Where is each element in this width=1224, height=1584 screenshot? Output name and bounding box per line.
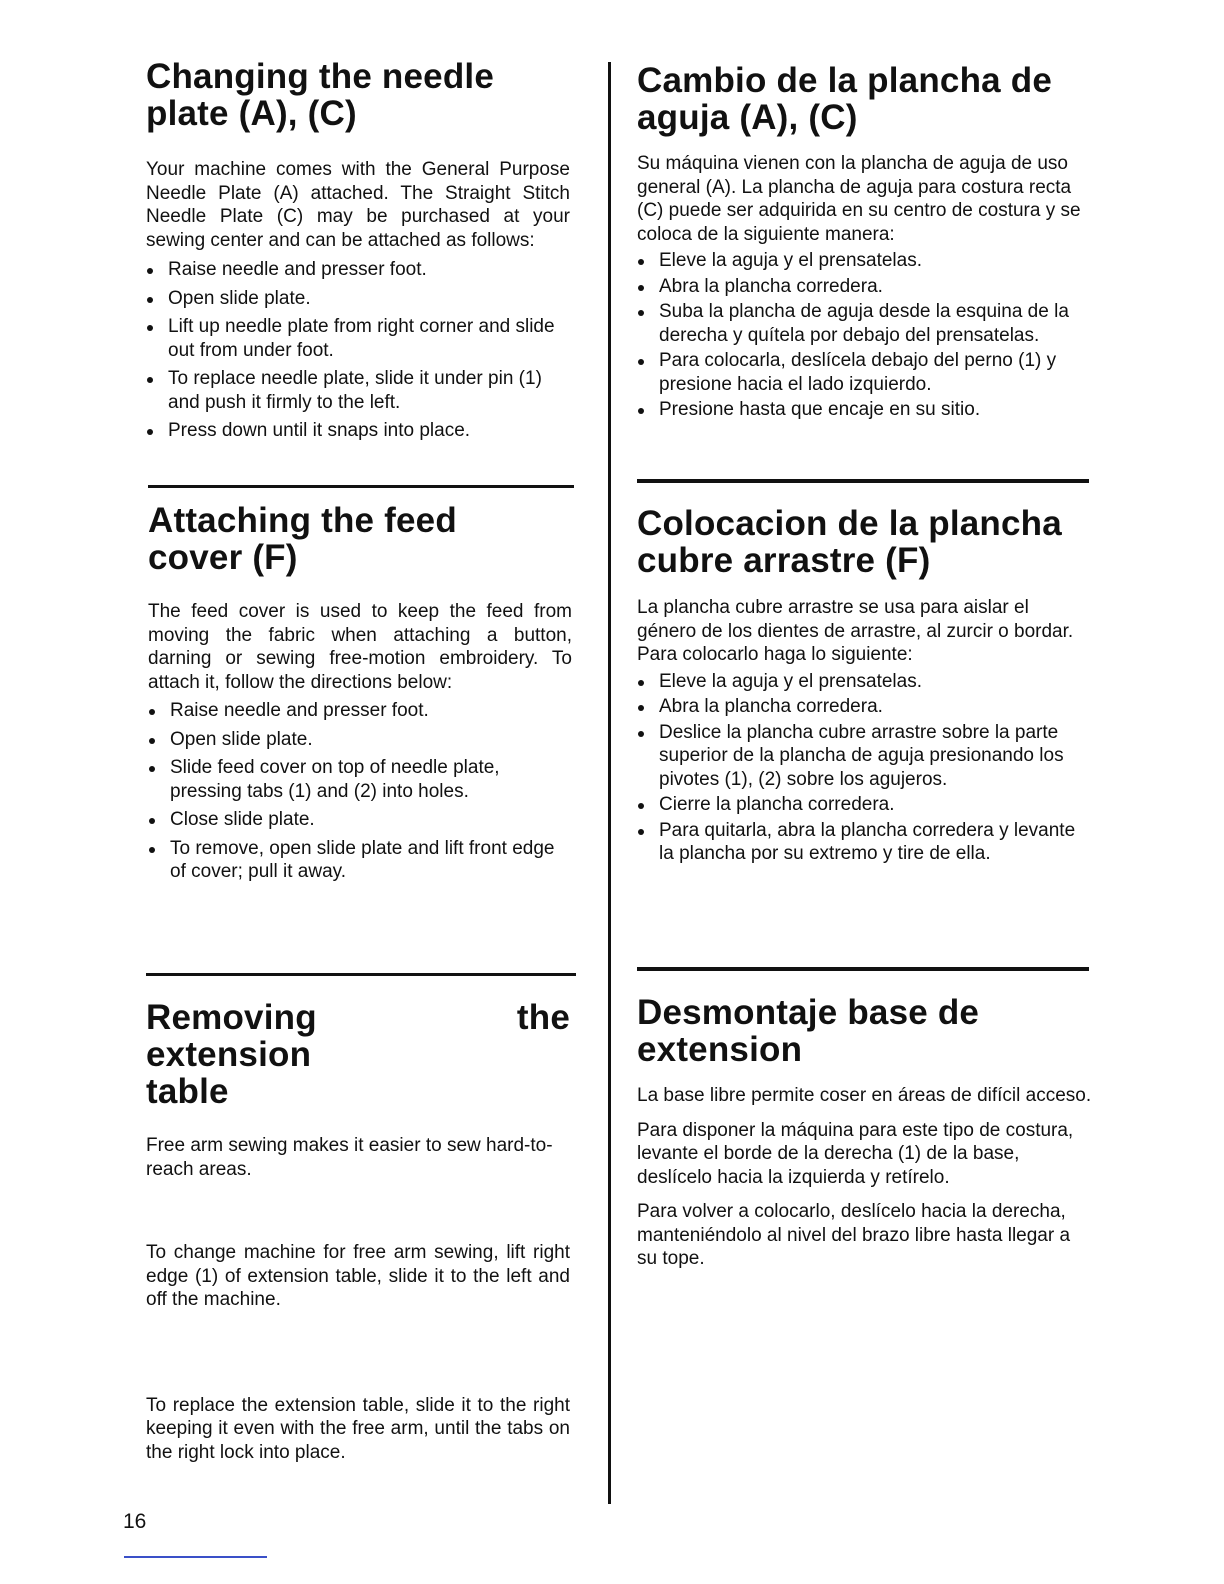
heading-line: cover (F) — [148, 538, 298, 577]
list-item: Lift up needle plate from right corner and slide out from under foot. — [146, 315, 570, 362]
list-item: Open slide plate. — [146, 287, 570, 311]
list-item: Eleve la aguja y el prensatelas. — [637, 249, 1093, 273]
paragraph: To change machine for free arm sewing, lift right edge (1) of extension table, slide it to the left and off the machine. — [146, 1242, 570, 1310]
list-item: Close slide plate. — [148, 808, 572, 832]
heading-extension-table-es — [637, 994, 1093, 1068]
list-item: Para quitarla, abra la plancha corredera y levante la plancha por su extremo y tire de ella. — [637, 819, 1093, 866]
heading-line: extension — [637, 1030, 803, 1069]
intro-paragraph: The feed cover is used to keep the feed from moving the fabric when attaching a button, darning or sewing free-motion embroidery. To attach it, follow the directions below: — [148, 601, 572, 693]
list-item: Open slide plate. — [148, 728, 572, 752]
footer-line — [124, 1556, 267, 1558]
heading-feed-cover-en — [148, 502, 572, 576]
heading-line: Colocacion de la plancha — [637, 504, 1062, 543]
list-item: Raise needle and presser foot. — [146, 258, 570, 282]
steps-list — [637, 670, 1093, 866]
steps-list — [637, 249, 1093, 422]
paragraph: To replace the extension table, slide it to the right keeping it even with the free arm, until the tabs on the right lock into place. — [146, 1394, 570, 1463]
section-needle-plate-es — [637, 62, 1093, 422]
paragraph: Para volver a colocarlo, deslícelo hacia la derecha, manteniéndolo al nivel del brazo libre hasta llegar a su tope. — [637, 1201, 1071, 1269]
heading-feed-cover-es — [637, 505, 1093, 579]
section-divider — [637, 479, 1089, 483]
list-item: To remove, open slide plate and lift front edge of cover; pull it away. — [148, 837, 572, 884]
section-feed-cover-en — [148, 502, 572, 884]
page-number: 16 — [123, 1510, 147, 1533]
list-item: Deslice la plancha cubre arrastre sobre la parte superior de la plancha de aguja presionando los pivotes (1), (2) sobre los agujeros. — [637, 721, 1093, 792]
heading-needle-plate-es — [637, 62, 1093, 136]
intro-paragraph: Your machine comes with the General Purpose Needle Plate (A) attached. The Straight Stitch Needle Plate (C) may be purchased at your sewing center and can be attached as follows: — [146, 159, 570, 251]
heading-line: Attaching the feed — [148, 501, 457, 540]
section-feed-cover-es — [637, 505, 1093, 866]
list-item: Abra la plancha corredera. — [637, 275, 1093, 299]
list-item: Abra la plancha corredera. — [637, 695, 1093, 719]
paragraph: Para disponer la máquina para este tipo de costura, levante el borde de la derecha (1) de la base, deslícelo hacia la izquierda y retírelo. — [637, 1119, 1074, 1188]
section-needle-plate-en — [146, 58, 570, 443]
intro-paragraph: Su máquina vienen con la plancha de aguja de uso general (A). La plancha de aguja para costura recta (C) puede ser adquirida en su centro de costura y se coloca de la siguiente manera: — [637, 153, 1081, 245]
list-item: Suba la plancha de aguja desde la esquina de la derecha y quítela por debajo del prensatelas. — [637, 300, 1093, 347]
section-extension-table-en — [146, 999, 570, 1464]
section-divider — [637, 967, 1089, 971]
heading-extension-table-en — [146, 999, 570, 1110]
intro-paragraph: La plancha cubre arrastre se usa para aislar el género de los dientes de arrastre, al zurcir o bordar. Para colocarlo haga lo siguiente: — [637, 597, 1074, 665]
list-item: Press down until it snaps into place. — [146, 419, 570, 443]
list-item: To replace needle plate, slide it under pin (1) and push it firmly to the left. — [146, 367, 570, 414]
heading-needle-plate-en — [146, 58, 570, 132]
list-item: Slide feed cover on top of needle plate, pressing tabs (1) and (2) into holes. — [148, 756, 572, 803]
steps-list — [148, 699, 572, 884]
heading-line: aguja (A), (C) — [637, 98, 858, 137]
section-divider — [146, 973, 576, 976]
heading-line: cubre arrastre (F) — [637, 541, 931, 580]
heading-line: plate (A), (C) — [146, 94, 357, 133]
list-item: Eleve la aguja y el prensatelas. — [637, 670, 1093, 694]
heading-line: Removing the extension — [146, 998, 570, 1074]
column-divider — [608, 62, 611, 1504]
section-extension-table-es — [637, 994, 1093, 1271]
list-item: Raise needle and presser foot. — [148, 699, 572, 723]
section-divider — [148, 485, 574, 488]
paragraph: Free arm sewing makes it easier to sew hard-to-reach areas. — [146, 1135, 553, 1180]
list-item: Cierre la plancha corredera. — [637, 793, 1093, 817]
paragraph: La base libre permite coser en áreas de difícil acceso. — [637, 1085, 1092, 1106]
steps-list — [146, 258, 570, 443]
heading-line: table — [146, 1072, 229, 1111]
heading-line: Changing the needle — [146, 57, 494, 96]
heading-line: Desmontaje base de — [637, 993, 980, 1032]
list-item: Presione hasta que encaje en su sitio. — [637, 398, 1093, 422]
heading-line: Cambio de la plancha de — [637, 61, 1052, 100]
list-item: Para colocarla, deslícela debajo del perno (1) y presione hacia el lado izquierdo. — [637, 349, 1093, 396]
